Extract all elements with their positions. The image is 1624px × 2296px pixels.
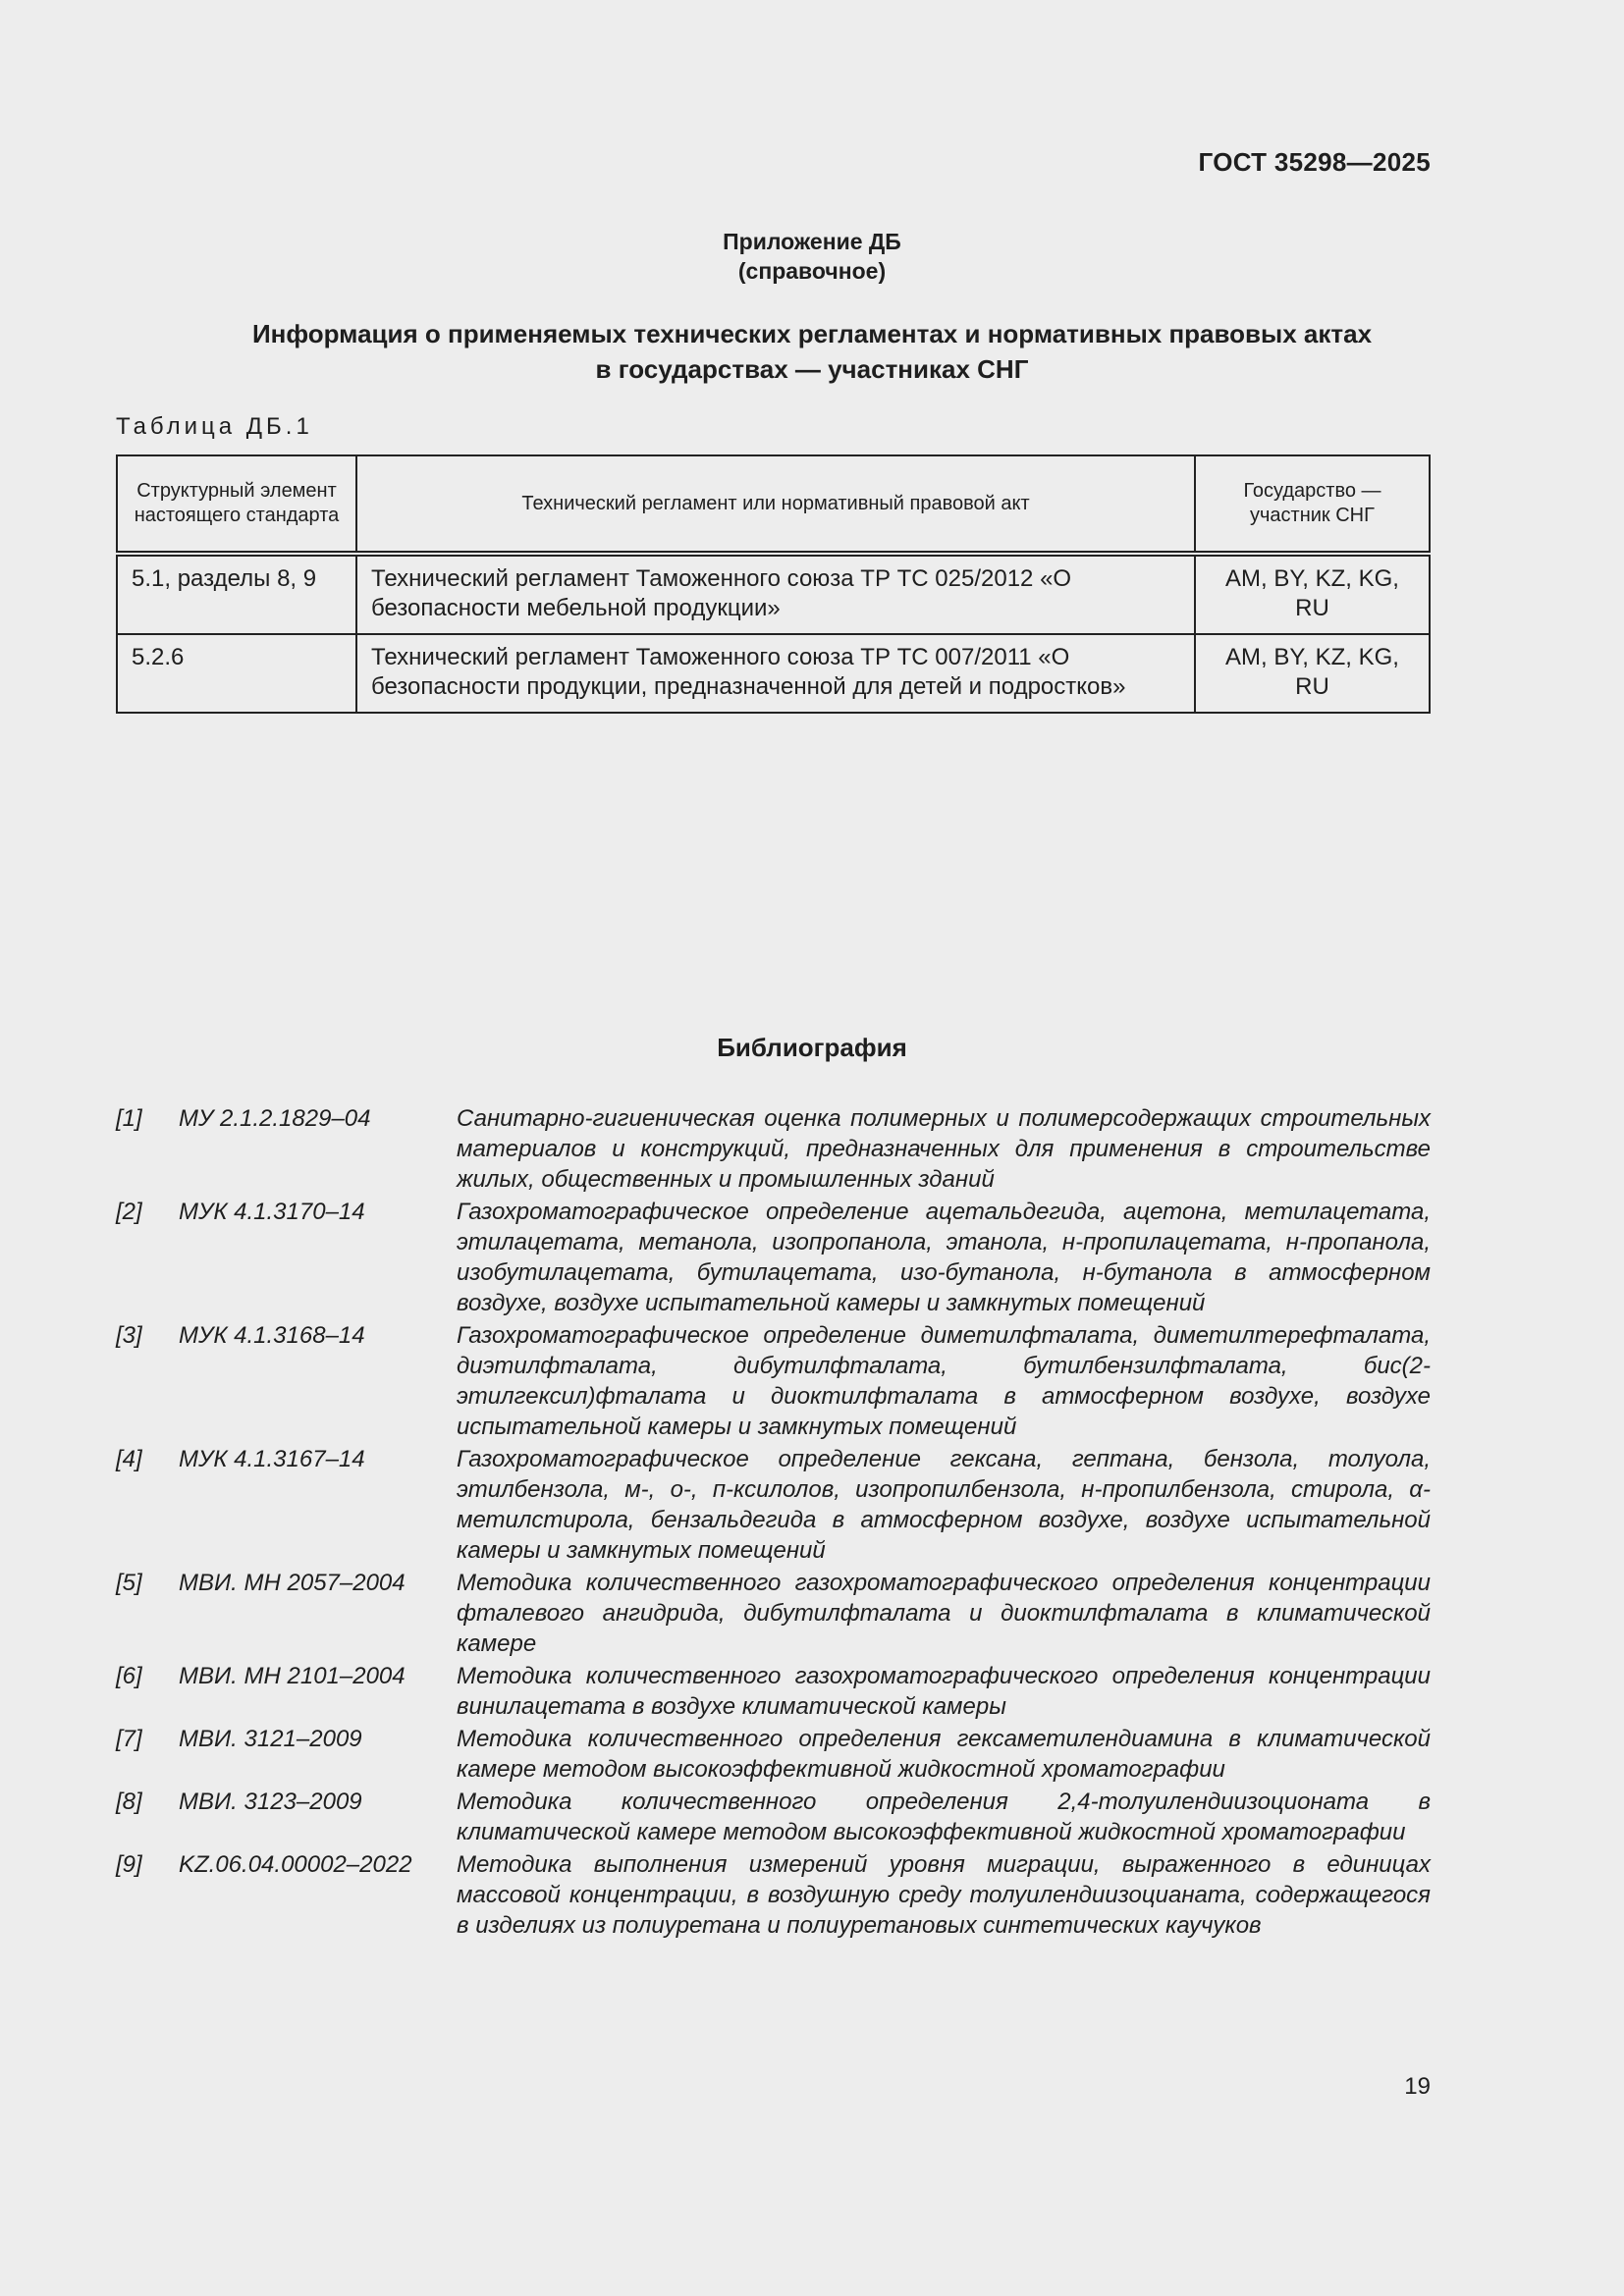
bibliography-text: Санитарно-гигиеническая оценка полимерных и полимерсодержащих строительных материалов и конструкций, предназначенных для применения в строительстве жилых, общественных и промышленных зданий (457, 1105, 1431, 1193)
header-structural-element: Структурный элемент настоящего стандарта (117, 455, 356, 554)
annex-title-block (0, 227, 1624, 286)
table-row (117, 634, 1430, 713)
bibliography-title: Библиография (717, 1033, 907, 1062)
bibliography-text: Газохроматографическое определение диметилфталата, диметилтерефталата, диэтилфталата, дибутилфталата, бутилбензилфталата, бис(2-этилгексил)фталата и диоктилфталата в атмосферном воздухе, воздухе испытательной камеры и замкнутых помещений (457, 1322, 1431, 1440)
bibliography-item (116, 1787, 1431, 1847)
bibliography-text: Методика количественного определения гексаметилендиамина в климатической камере методом высокоэффективной жидкостной хроматографии (457, 1726, 1431, 1783)
annex-heading (0, 316, 1624, 387)
bibliography-item (116, 1568, 1431, 1659)
bibliography-number: [9] (116, 1851, 142, 1878)
cell-element: 5.2.6 (117, 634, 356, 713)
bibliography-number: [4] (116, 1446, 142, 1472)
cell-act: Технический регламент Таможенного союза ТР ТС 007/2011 «О безопасности продукции, предназначенной для детей и подростков» (356, 634, 1195, 713)
annex-heading-line2: в государствах — участниках СНГ (595, 354, 1029, 384)
cell-states: AM, BY, KZ, KG, RU (1195, 554, 1430, 634)
bibliography-item (116, 1103, 1431, 1195)
header-technical-regulation: Технический регламент или нормативный правовой акт (356, 455, 1195, 554)
bibliography-text: Методика количественного определения 2,4-толуилендиизоционата в климатической камере методом высокоэффективной жидкостной хроматографии (457, 1789, 1431, 1845)
page-number: 19 (1404, 2073, 1431, 2100)
bibliography-code: МУК 4.1.3170–14 (179, 1199, 365, 1225)
table-caption: Таблица ДБ.1 (116, 413, 313, 440)
bibliography-item (116, 1724, 1431, 1785)
bibliography-item (116, 1661, 1431, 1722)
annex-subtitle: (справочное) (737, 258, 887, 284)
bibliography-number: [1] (116, 1105, 142, 1132)
bibliography-number: [5] (116, 1570, 142, 1596)
bibliography-number: [2] (116, 1199, 142, 1225)
bibliography-number: [6] (116, 1663, 142, 1689)
bibliography-item (116, 1320, 1431, 1442)
bibliography-number: [7] (116, 1726, 142, 1752)
bibliography-list (116, 1103, 1431, 1943)
bibliography-text: Газохроматографическое определение гексана, гептана, бензола, толуола, этилбензола, м-, о-, п-ксилолов, изопропилбензола, н-пропилбензола, стирола, α-метилстирола, бензальдегида в атмосферном воздухе, воздухе испытательной камеры и замкнутых помещений (457, 1446, 1431, 1564)
header-cis-state: Государство — участник СНГ (1195, 455, 1430, 554)
cell-element: 5.1, разделы 8, 9 (117, 554, 356, 634)
bibliography-code: МВИ. МН 2101–2004 (179, 1663, 406, 1689)
regulations-table (116, 454, 1431, 714)
bibliography-text: Методика выполнения измерений уровня миграции, выраженного в единицах массовой концентрации, в воздушную среду толуилендиизоцианата, содержащегося в изделиях из полиуретана и полиуретановых синтетических каучуков (457, 1851, 1431, 1939)
bibliography-text: Газохроматографическое определение ацетальдегида, ацетона, метилацетата, этилацетата, метанола, изопропанола, этанола, н-пропилацетата, н-пропанола, изобутилацетата, бутилацетата, изо-бутанола, н-бутанола в атмосферном воздухе, воздухе испытательной камеры и замкнутых помещений (457, 1199, 1431, 1316)
annex-title: Приложение ДБ (723, 229, 901, 254)
bibliography-code: МВИ. 3123–2009 (179, 1789, 362, 1815)
bibliography-item (116, 1849, 1431, 1941)
table-header-row (117, 455, 1430, 554)
bibliography-item (116, 1444, 1431, 1566)
bibliography-number: [8] (116, 1789, 142, 1815)
bibliography-item (116, 1197, 1431, 1318)
bibliography-code: МУК 4.1.3167–14 (179, 1446, 365, 1472)
annex-heading-line1: Информация о применяемых технических регламентах и нормативных правовых актах (251, 319, 1373, 348)
bibliography-number: [3] (116, 1322, 142, 1349)
bibliography-code: KZ.06.04.00002–2022 (179, 1851, 412, 1878)
bibliography-text: Методика количественного газохроматографического определения концентрации винилацетата в воздухе климатической камеры (457, 1663, 1431, 1720)
bibliography-code: МУК 4.1.3168–14 (179, 1322, 365, 1349)
standard-code: ГОСТ 35298—2025 (1198, 147, 1431, 177)
bibliography-code: МВИ. МН 2057–2004 (179, 1570, 406, 1596)
bibliography-code: МВИ. 3121–2009 (179, 1726, 362, 1752)
table-row (117, 554, 1430, 634)
bibliography-code: МУ 2.1.2.1829–04 (179, 1105, 371, 1132)
cell-states: AM, BY, KZ, KG, RU (1195, 634, 1430, 713)
bibliography-text: Методика количественного газохроматографического определения концентрации фталевого ангидрида, дибутилфталата и диоктилфталата в климатической камере (457, 1570, 1431, 1657)
cell-act: Технический регламент Таможенного союза ТР ТС 025/2012 «О безопасности мебельной продукции» (356, 554, 1195, 634)
